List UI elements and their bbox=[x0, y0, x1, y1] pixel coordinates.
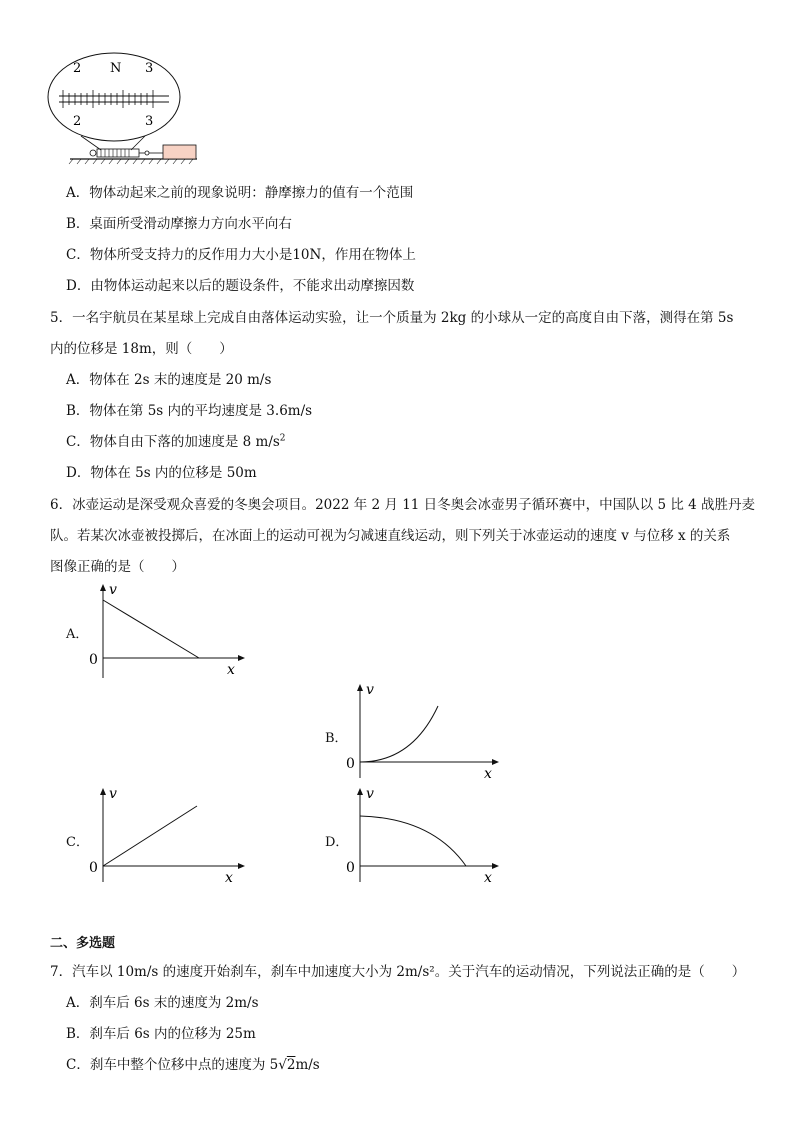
q5-stem-line2: 内的位移是 18m，则（ ） bbox=[50, 341, 233, 357]
graph-a-origin: 0 bbox=[89, 652, 98, 668]
spring-scale-figure bbox=[45, 50, 215, 170]
graph-d-label: D． bbox=[325, 835, 349, 850]
graph-b-origin: 0 bbox=[346, 756, 355, 772]
graph-c-x-label: x bbox=[225, 870, 233, 886]
q4-option-c: C．物体所受支持力的反作用力大小是10N，作用在物体上 bbox=[66, 247, 416, 263]
graph-a-x-label: x bbox=[227, 662, 235, 678]
q7-option-c: C．刹车中整个位移中点的速度为 5√2m/s bbox=[66, 1057, 320, 1073]
q6-stem-line3: 图像正确的是（ ） bbox=[50, 559, 185, 575]
graph-c-y-label: v bbox=[109, 786, 117, 802]
q6-stem-line1: 6．冰壶运动是深受观众喜爱的冬奥会项目。2022 年 2 月 11 日冬奥会冰壶男子循环赛中，中国队以 5 比 4 战胜丹麦 bbox=[50, 497, 756, 513]
q4-option-d: D．由物体运动起来以后的题设条件，不能求出动摩擦因数 bbox=[66, 278, 415, 294]
graph-c bbox=[85, 786, 250, 886]
scale-top-left: 2 bbox=[73, 61, 82, 76]
graph-c-origin: 0 bbox=[89, 860, 98, 876]
graph-a bbox=[85, 582, 250, 682]
graph-d-x-label: x bbox=[484, 870, 492, 886]
q5-option-b: B．物体在第 5s 内的平均速度是 3.6m/s bbox=[66, 403, 313, 419]
scale-top-right: 3 bbox=[145, 61, 154, 76]
q6-stem-line2: 队。若某次冰壶被投掷后，在冰面上的运动可视为匀减速直线运动，则下列关于冰壶运动的速度 v 与位移 x 的关系 bbox=[50, 528, 731, 544]
graph-b bbox=[342, 682, 507, 782]
graph-b-x-label: x bbox=[484, 766, 492, 782]
q5-stem-line1: 5．一名宇航员在某星球上完成自由落体运动实验，让一个质量为 2kg 的小球从一定的高度自由下落，测得在第 5s bbox=[50, 310, 734, 326]
graph-b-label: B． bbox=[325, 731, 348, 746]
graph-d bbox=[342, 786, 507, 886]
graph-a-y-label: v bbox=[109, 582, 117, 598]
graph-a-label: A． bbox=[66, 627, 89, 642]
q5-option-d: D．物体在 5s 内的位移是 50m bbox=[66, 465, 257, 481]
section-title: 二、多选题 bbox=[50, 936, 116, 951]
q7-option-a: A．刹车后 6s 末的速度为 2m/s bbox=[66, 995, 259, 1011]
q5-option-a: A．物体在 2s 末的速度是 20 m/s bbox=[66, 372, 272, 388]
graph-d-y-label: v bbox=[366, 786, 374, 802]
q7-option-b: B．刹车后 6s 内的位移为 25m bbox=[66, 1026, 256, 1042]
q4-option-b: B．桌面所受滑动摩擦力方向水平向右 bbox=[66, 216, 292, 232]
graph-d-origin: 0 bbox=[346, 860, 355, 876]
q7-stem: 7．汽车以 10m/s 的速度开始刹车，刹车中加速度大小为 2m/s²。关于汽车的运动情况，下列说法正确的是（ ） bbox=[50, 964, 746, 980]
graph-b-y-label: v bbox=[366, 682, 374, 698]
q5-option-c: C．物体自由下落的加速度是 8 $m/s^2$ bbox=[66, 433, 286, 450]
scale-bottom-left: 2 bbox=[73, 114, 82, 129]
scale-bottom-right: 3 bbox=[145, 114, 154, 129]
q4-option-a: A．物体动起来之前的现象说明：静摩擦力的值有一个范围 bbox=[66, 185, 414, 201]
scale-top-unit: N bbox=[110, 61, 122, 76]
graph-c-label: C． bbox=[66, 835, 89, 850]
